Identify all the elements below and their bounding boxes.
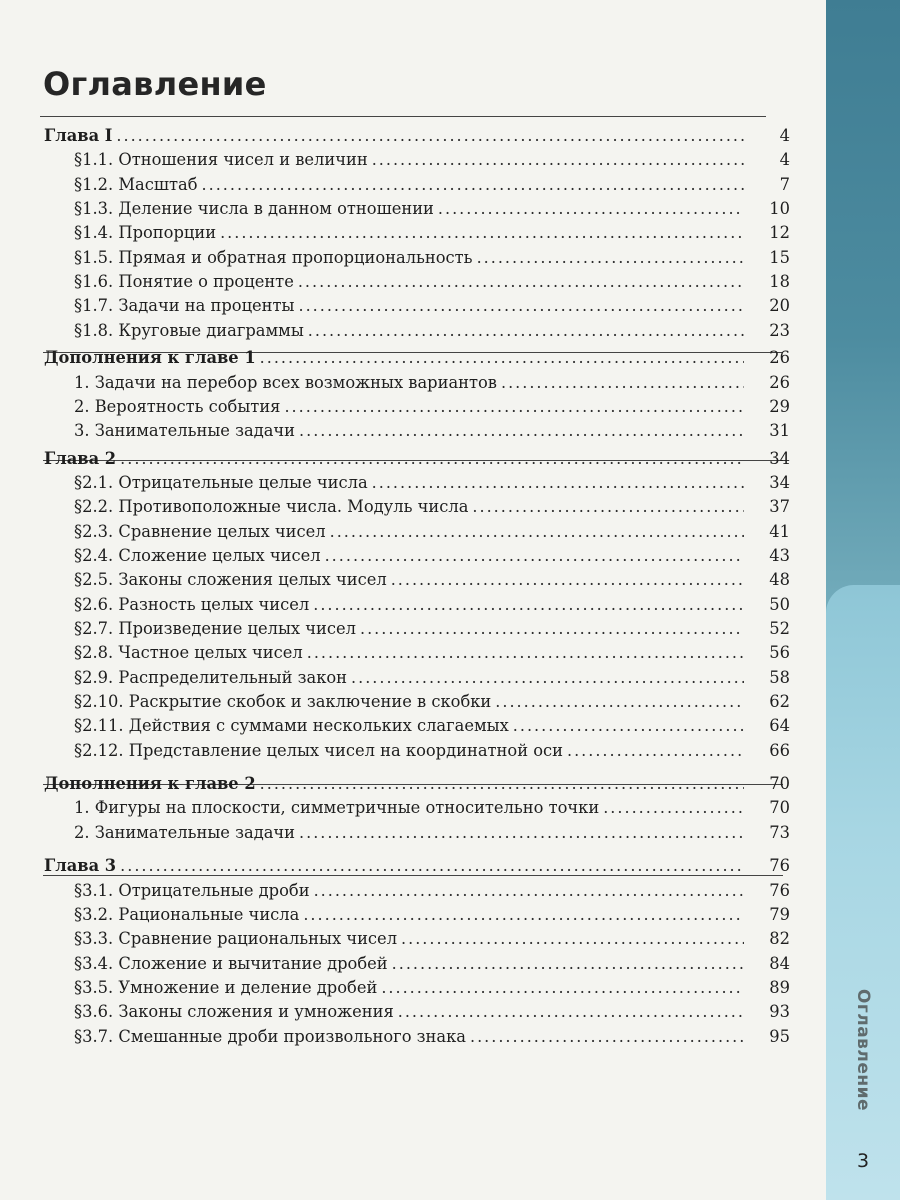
toc-entry[interactable] [44, 950, 790, 974]
toc-entry-page: 26 [769, 348, 790, 368]
toc-entry-page: 89 [769, 977, 790, 997]
toc-entry[interactable] [44, 244, 790, 268]
toc-entry[interactable] [44, 819, 790, 843]
toc-entry-page: 4 [779, 150, 790, 170]
toc-entry-page: 43 [769, 545, 790, 565]
dot-leader [299, 823, 744, 843]
dot-leader [401, 929, 744, 949]
toc-entry-page: 58 [769, 667, 790, 687]
page-title: Оглавление [43, 65, 267, 103]
toc-entry-title: Дополнения к главе 1 [44, 348, 256, 368]
toc-entry-title: §2.7. Произведение целых чисел [74, 619, 356, 638]
toc-entry-page: 66 [769, 740, 790, 760]
toc-entry-title: §3.5. Умножение и деление дробей [74, 977, 378, 997]
toc-entry[interactable] [44, 393, 790, 417]
toc-entry-page: 34 [769, 448, 790, 468]
toc-entry-page: 48 [769, 570, 790, 590]
toc-entry[interactable] [44, 688, 790, 712]
toc-entry-title: §3.4. Сложение и вычитание дробей [74, 953, 388, 973]
toc-entry[interactable] [44, 317, 790, 341]
dot-leader [391, 570, 744, 590]
toc-section-heading[interactable] [44, 445, 790, 469]
toc-entry[interactable] [44, 794, 790, 818]
toc-entry[interactable] [44, 146, 790, 170]
dot-leader [299, 296, 745, 316]
toc-entry-page: 37 [769, 497, 790, 517]
toc-entry-title: §2.3. Сравнение целых чисел [74, 521, 326, 541]
dot-leader [477, 248, 744, 268]
dot-leader [372, 473, 744, 493]
toc-entry-page: 41 [769, 521, 790, 541]
toc-entry-page: 70 [769, 774, 790, 794]
toc-entry[interactable] [44, 712, 790, 736]
dot-leader [299, 421, 744, 441]
toc-entry[interactable] [44, 542, 790, 566]
toc-entry-title: §3.6. Законы сложения и умножения [74, 1002, 394, 1022]
dot-leader [120, 856, 744, 876]
toc-entry-page: 95 [769, 1026, 790, 1046]
toc-entry-page: 7 [779, 174, 790, 194]
toc-entry-page: 20 [769, 296, 790, 316]
toc-entry-title: §3.3. Сравнение рациональных чисел [74, 929, 398, 949]
toc-entry-title: §2.11. Действия с суммами нескольких слагаемых [74, 716, 509, 736]
section-divider [40, 116, 766, 117]
toc-section-heading[interactable] [44, 122, 790, 146]
toc-entry-title: §2.1. Отрицательные целые числа [74, 472, 368, 492]
toc-entry[interactable] [44, 998, 790, 1022]
toc-entry-title: §1.4. Пропорции [74, 223, 217, 243]
toc-entry-title: §2.8. Частное целых чисел [74, 643, 303, 663]
toc-entry[interactable] [44, 292, 790, 316]
toc-entry-title: §2.12. Представление целых чисел на координатной оси [74, 740, 563, 760]
dot-leader [284, 397, 744, 417]
toc-entry[interactable] [44, 1023, 790, 1047]
dot-leader [220, 223, 744, 243]
toc-entry[interactable] [44, 566, 790, 590]
toc-entry-page: 50 [769, 594, 790, 614]
toc-entry-page: 12 [769, 223, 790, 243]
toc-entry[interactable] [44, 268, 790, 292]
side-section-label [846, 975, 880, 1125]
dot-leader [260, 348, 744, 368]
toc-entry[interactable] [44, 737, 790, 761]
dot-leader [438, 199, 744, 219]
dot-leader [202, 175, 744, 195]
toc-entry[interactable] [44, 901, 790, 925]
toc-entry-title: Глава 2 [44, 448, 117, 468]
toc-entry-page: 26 [769, 372, 790, 392]
toc-entry-page: 93 [769, 1002, 790, 1022]
toc-entry-title: §2.6. Разность целых чисел [74, 594, 310, 614]
toc-entry-title: §2.9. Распределительный закон [74, 667, 348, 687]
toc-entry-title: §1.6. Понятие о проценте [74, 272, 294, 292]
toc-entry-page: 73 [769, 822, 790, 842]
toc-entry[interactable] [44, 925, 790, 949]
toc-entry-title: Глава 3 [44, 856, 117, 876]
dot-leader [116, 126, 744, 146]
dot-leader [567, 741, 744, 761]
toc-entry-title: §1.2. Масштаб [74, 174, 198, 194]
toc-entry-title: §2.5. Законы сложения целых чисел [74, 570, 387, 590]
toc-entry-title: §3.1. Отрицательные дроби [74, 880, 310, 900]
toc-section-heading[interactable] [44, 852, 790, 876]
toc-entry-page: 76 [769, 880, 790, 900]
toc-entry-page: 23 [769, 320, 790, 340]
toc-section-heading[interactable] [44, 770, 790, 794]
toc-entry-title: §3.2. Рациональные числа [74, 904, 300, 924]
dot-leader [260, 774, 744, 794]
toc-entry[interactable] [44, 518, 790, 542]
toc-entry[interactable] [44, 195, 790, 219]
side-section-label-text: Оглавление [853, 988, 873, 1112]
toc-entry-page: 70 [769, 798, 790, 818]
toc-entry-title: Дополнения к главе 2 [44, 774, 256, 794]
dot-leader [381, 978, 744, 998]
toc-entry-title: 1. Фигуры на плоскости, симметричные относительно точки [74, 798, 600, 818]
toc-entry[interactable] [44, 877, 790, 901]
toc-entry-page: 82 [769, 929, 790, 949]
dot-leader [513, 716, 744, 736]
toc-entry-page: 64 [769, 716, 790, 736]
toc-entry-page: 84 [769, 953, 790, 973]
toc-entry-page: 29 [769, 396, 790, 416]
toc-entry-title: §1.3. Деление числа в данном отношении [74, 199, 434, 219]
toc-entry[interactable] [44, 615, 790, 639]
dot-leader [351, 668, 744, 688]
toc-entry-page: 34 [769, 472, 790, 492]
toc-entry-page: 4 [779, 126, 790, 145]
toc-entry-title: §2.2. Противоположные числа. Модуль числа [74, 497, 469, 517]
toc-entry[interactable] [44, 469, 790, 493]
toc-entry[interactable] [44, 369, 790, 393]
toc-entry-title: §2.4. Сложение целых чисел [74, 545, 321, 565]
dot-leader [495, 692, 744, 712]
toc-entry-page: 31 [769, 421, 790, 441]
toc-entry-title: 2. Занимательные задачи [74, 822, 296, 842]
toc-entry[interactable] [44, 219, 790, 243]
toc-entry-title: 1. Задачи на перебор всех возможных вариантов [74, 372, 497, 392]
toc-entry-title: 2. Вероятность события [74, 396, 281, 416]
toc-entry-title: §1.5. Прямая и обратная пропорциональность [74, 247, 473, 267]
dot-leader [325, 546, 744, 566]
toc-entry-title: §3.7. Смешанные дроби произвольного знака [74, 1026, 466, 1046]
toc-entry-title: 3. Занимательные задачи [74, 421, 296, 441]
dot-leader [372, 150, 744, 170]
dot-leader [298, 272, 744, 292]
toc-entry-page: 79 [769, 904, 790, 924]
dot-leader [360, 619, 744, 639]
toc-section-heading[interactable] [44, 344, 790, 368]
toc-entry[interactable] [44, 639, 790, 663]
toc-entry[interactable] [44, 664, 790, 688]
dot-leader [472, 497, 744, 517]
toc-entry-page: 15 [769, 247, 790, 267]
dot-leader [603, 798, 744, 818]
toc-entry[interactable] [44, 974, 790, 998]
toc-entry-title: §2.10. Раскрытие скобок и заключение в скобки [74, 692, 492, 712]
dot-leader [330, 522, 744, 542]
dot-leader [120, 449, 744, 469]
toc-entry-page: 76 [769, 856, 790, 876]
toc-entry-title: §1.7. Задачи на проценты [74, 296, 295, 316]
dot-leader [501, 373, 744, 393]
toc-entry-title: Глава I [44, 126, 113, 145]
dot-leader [470, 1027, 744, 1047]
dot-leader [307, 643, 744, 663]
toc-entry-page: 62 [769, 692, 790, 712]
dot-leader [314, 881, 744, 901]
toc-entry-page: 10 [769, 199, 790, 219]
dot-leader [303, 905, 744, 925]
toc-entry-page: 56 [769, 643, 790, 663]
toc-entry-page: 52 [769, 619, 790, 638]
toc-entry[interactable] [44, 417, 790, 441]
dot-leader [398, 1002, 744, 1022]
dot-leader [313, 595, 744, 615]
toc-entry-page: 18 [769, 272, 790, 292]
toc-entry-title: §1.8. Круговые диаграммы [74, 320, 304, 340]
toc-entry-title: §1.1. Отношения чисел и величин [74, 150, 368, 170]
toc-entry[interactable] [44, 171, 790, 195]
dot-leader [308, 321, 744, 341]
toc-entry[interactable] [44, 591, 790, 615]
dot-leader [392, 954, 744, 974]
page-number: 3 [857, 1150, 870, 1172]
toc-entry[interactable] [44, 493, 790, 517]
